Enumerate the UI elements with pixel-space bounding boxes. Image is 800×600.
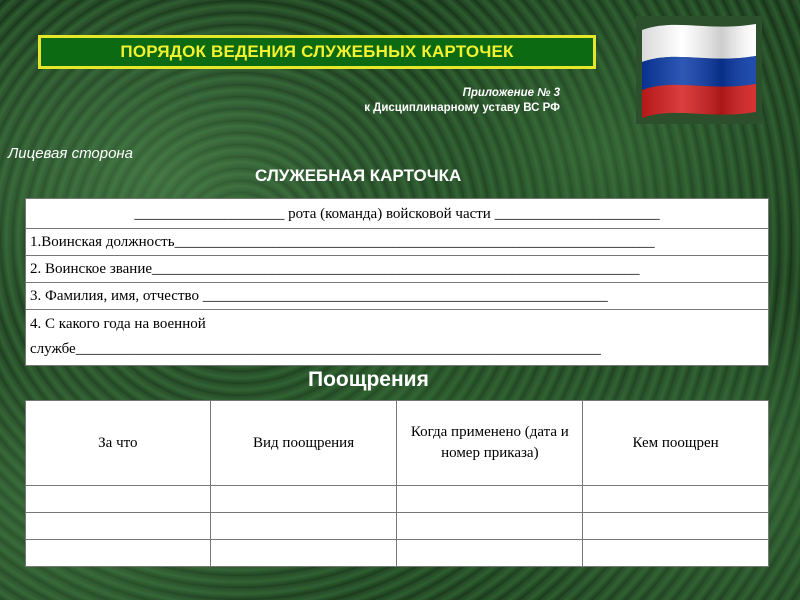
table-cell [397, 486, 583, 513]
russian-flag-icon [636, 16, 762, 124]
rewards-table [25, 400, 769, 567]
flag-graphic [636, 16, 762, 124]
table-cell [583, 513, 769, 540]
card-row-company: ____________________ рота (команда) войсковой части ______________________ [26, 199, 768, 229]
page-title-text: ПОРЯДОК ВЕДЕНИЯ СЛУЖЕБНЫХ КАРТОЧЕК [120, 42, 514, 61]
card-row-rank: 2. Воинское звание_________________________________________________________________ [26, 256, 768, 283]
column-header-reason: За что [26, 401, 211, 486]
table-row [26, 513, 769, 540]
service-card-form [25, 198, 769, 366]
table-cell [583, 540, 769, 567]
table-cell [210, 513, 397, 540]
table-cell [210, 486, 397, 513]
table-row [26, 486, 769, 513]
rewards-title: Поощрения [308, 368, 429, 391]
table-cell [397, 513, 583, 540]
face-side-label: Лицевая сторона [8, 145, 134, 162]
page-title [38, 35, 596, 69]
table-cell [397, 540, 583, 567]
table-cell [210, 540, 397, 567]
table-cell [26, 540, 211, 567]
card-row-position: 1.Воинская должность________________________________________________________________ [26, 229, 768, 256]
card-row-service-start: 4. С какого года на военной службе______________________________________________________________________ [30, 316, 601, 357]
appendix-note [290, 86, 560, 116]
table-cell [26, 513, 211, 540]
card-title: СЛУЖЕБНАЯ КАРТОЧКА [255, 166, 462, 185]
table-header-row [26, 401, 769, 486]
table-row [26, 540, 769, 567]
appendix-line-1: Приложение № 3 [462, 87, 560, 99]
column-header-date-order: Когда применено (дата и номер приказа) [397, 401, 583, 486]
table-cell [583, 486, 769, 513]
table-cell [26, 486, 211, 513]
card-row-full-name: 3. Фамилия, имя, отчество ______________________________________________________ [26, 283, 768, 310]
column-header-awarded-by: Кем поощрен [583, 401, 769, 486]
appendix-line-2: к Дисциплинарному уставу ВС РФ [364, 102, 560, 114]
column-header-reward-type: Вид поощрения [210, 401, 397, 486]
